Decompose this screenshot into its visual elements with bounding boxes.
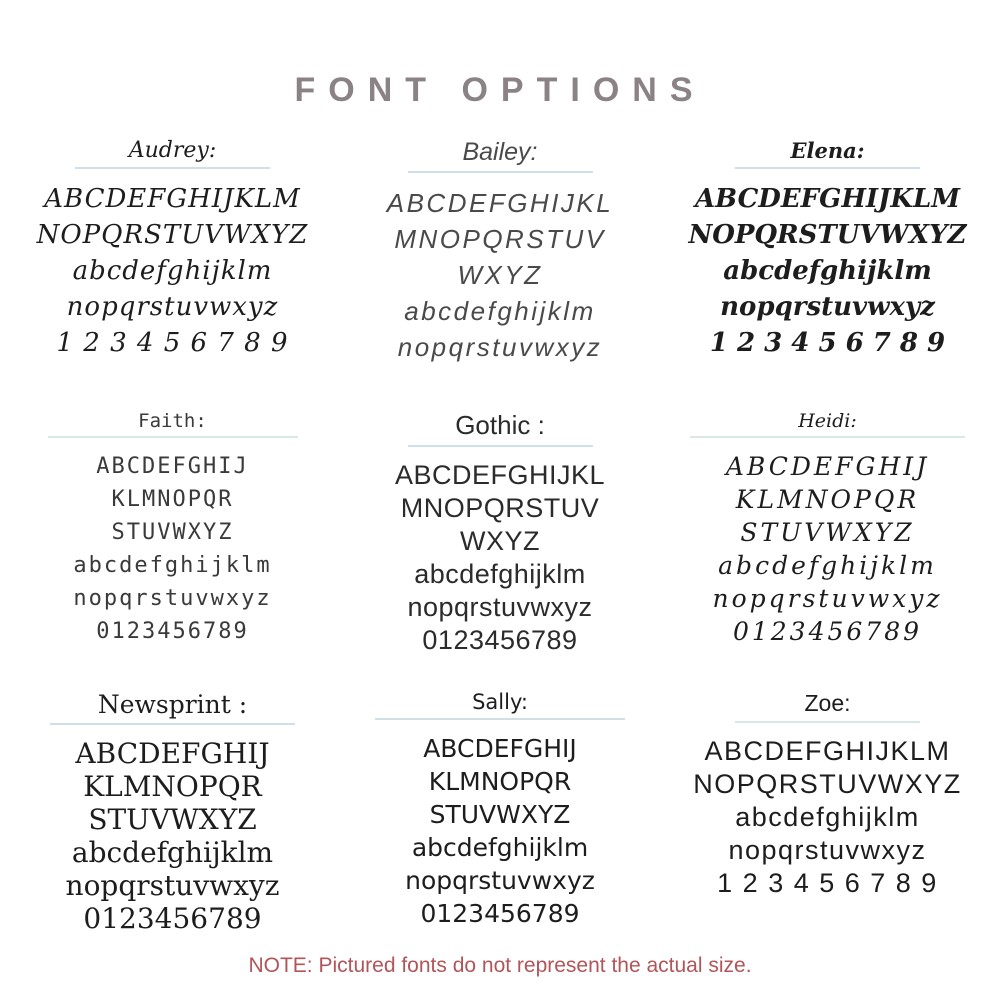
alphabet-line: NOPQRSTUVWXYZ (693, 769, 962, 799)
font-name-label: Audrey: (128, 138, 217, 163)
alphabet-line: abcdefghijklm (404, 296, 596, 326)
alphabet-line: WXYZ (457, 260, 543, 290)
alphabet-line: abcdefghijklm (73, 553, 272, 578)
numerals-line: 0123456789 (422, 625, 578, 655)
title-underline (48, 436, 298, 438)
font-sample-newsprint (0, 690, 345, 970)
footer-note: NOTE: Pictured fonts do not represent the actual size. (248, 954, 752, 977)
alphabet-line: NOPQRSTUVWXYZ (36, 220, 309, 250)
alphabet-line: nopqrstuvwxyz (405, 866, 595, 895)
alphabet-line: ABCDEFGHIJ (423, 734, 577, 763)
page-title: FONT OPTIONS (294, 70, 706, 109)
alphabet-line: MNOPQRSTUV (394, 224, 606, 254)
title-underline (735, 721, 920, 723)
alphabet-line: ABCDEFGHIJKL (394, 460, 606, 490)
font-sample-gothic (345, 410, 655, 690)
alphabet-line: STUVWXYZ (740, 518, 915, 547)
alphabet-line: NOPQRSTUVWXYZ (688, 220, 967, 250)
alphabet-line: WXYZ (460, 526, 540, 556)
font-sample-faith (0, 410, 345, 690)
font-sample-heidi (655, 410, 1000, 690)
alphabet-line: abcdefghijklm (735, 802, 920, 832)
alphabet-line: KLMNOPQR (111, 487, 234, 512)
alphabet-line: nopqrstuvwxyz (65, 869, 280, 902)
alphabet-line: abcdefghijklm (718, 551, 937, 580)
font-name-label: Heidi: (798, 410, 857, 432)
title-underline (75, 167, 270, 169)
alphabet-line: abcdefghijklm (72, 256, 273, 286)
alphabet-line: nopqrstuvwxyz (397, 332, 603, 362)
alphabet-line: ABCDEFGHIJ (96, 454, 249, 479)
font-name-label: Bailey: (462, 138, 538, 166)
title-underline (408, 445, 593, 447)
title-underline (690, 436, 965, 438)
numerals-line: 0123456789 (96, 619, 249, 644)
alphabet-line: KLMNOPQR (428, 767, 572, 796)
numerals-line: 1 2 3 4 5 6 7 8 9 (56, 328, 289, 358)
alphabet-line: KLMNOPQR (83, 770, 262, 803)
title-underline (375, 718, 625, 720)
numerals-line: 1 2 3 4 5 6 7 8 9 (717, 868, 938, 898)
font-grid (0, 138, 1000, 970)
font-sample-audrey (0, 138, 345, 410)
alphabet-line: ABCDEFGHIJKL (386, 188, 614, 218)
font-name-label: Sally: (472, 690, 528, 714)
alphabet-line: abcdefghijklm (723, 256, 932, 286)
alphabet-line: abcdefghijklm (414, 559, 586, 589)
alphabet-line: abcdefghijklm (71, 836, 274, 869)
font-name-label: Gothic : (455, 410, 545, 440)
alphabet-line: MNOPQRSTUV (400, 493, 600, 523)
font-name-label: Zoe: (804, 690, 851, 716)
numerals-line: 1 2 3 4 5 6 7 8 9 (709, 328, 946, 358)
alphabet-line: STUVWXYZ (429, 800, 571, 829)
alphabet-line: nopqrstuvwxyz (73, 586, 272, 611)
alphabet-line: ABCDEFGHIJKLM (704, 736, 951, 766)
alphabet-line: nopqrstuvwxyz (712, 584, 943, 613)
font-sample-sally (345, 690, 655, 970)
font-name-label: Faith: (138, 410, 207, 432)
font-sample-bailey (345, 138, 655, 410)
numerals-line: 0123456789 (83, 902, 262, 935)
numerals-line: 0123456789 (732, 617, 923, 646)
font-sample-zoe (655, 690, 1000, 970)
alphabet-line: nopqrstuvwxyz (407, 592, 593, 622)
alphabet-line: nopqrstuvwxyz (720, 292, 935, 322)
title-underline (735, 167, 920, 169)
alphabet-line: ABCDEFGHIJKLM (44, 184, 301, 214)
numerals-line: 0123456789 (420, 899, 580, 928)
font-sample-elena (655, 138, 1000, 410)
font-name-label: Newsprint : (97, 690, 248, 719)
alphabet-line: KLMNOPQR (735, 485, 920, 514)
title-underline (408, 171, 593, 173)
font-name-label: Elena: (790, 138, 865, 163)
alphabet-line: nopqrstuvwxyz (728, 835, 927, 865)
alphabet-line: nopqrstuvwxyz (66, 292, 279, 322)
alphabet-line: STUVWXYZ (111, 520, 234, 545)
alphabet-line: ABCDEFGHIJ (725, 452, 930, 481)
title-underline (50, 723, 295, 725)
alphabet-line: ABCDEFGHIJ (75, 737, 270, 770)
alphabet-line: abcdefghijklm (411, 833, 589, 862)
alphabet-line: STUVWXYZ (88, 803, 257, 836)
alphabet-line: ABCDEFGHIJKLM (694, 184, 961, 214)
